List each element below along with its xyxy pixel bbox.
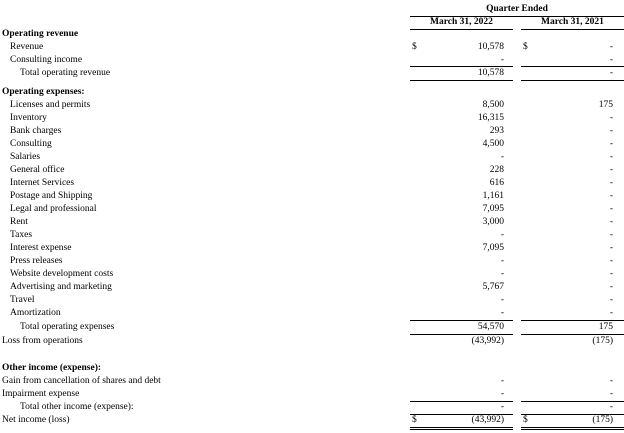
subtotal-rule (521, 320, 624, 321)
row-label: Revenue (10, 42, 44, 52)
row-label: Travel (10, 295, 35, 305)
subtotal-rule (410, 320, 513, 321)
value-2022: - (500, 230, 504, 240)
value-2021: - (609, 217, 613, 227)
subtotal-rule (521, 66, 624, 67)
row-label: Internet Services (10, 178, 75, 188)
row-label: Taxes (10, 230, 33, 240)
row-label: Total other income (expense): (20, 402, 134, 412)
row-label: Postage and Shipping (10, 191, 93, 201)
value-2021: - (609, 204, 613, 214)
value-2022: 7,095 (482, 243, 504, 253)
value-2022: (43,992) (471, 336, 504, 346)
double-rule (410, 429, 513, 430)
value-2021: - (609, 243, 613, 253)
row-label: Interest expense (10, 243, 72, 253)
row-label: Impairment expense (2, 389, 80, 399)
row-label: Licenses and permits (10, 100, 91, 110)
row-label: Bank charges (10, 126, 62, 136)
value-2022: 5,767 (482, 282, 504, 292)
column-rule-2022 (410, 29, 513, 30)
row-label: Consulting (10, 139, 52, 149)
dollar-sign: $ (523, 42, 528, 52)
value-2022: - (500, 152, 504, 162)
value-2022: - (500, 389, 504, 399)
column-header-2022: March 31, 2022 (430, 17, 493, 27)
subtotal-rule (521, 401, 624, 402)
column-rule-2021 (521, 29, 624, 30)
value-2021: - (609, 295, 613, 305)
value-2022: 1,161 (482, 191, 504, 201)
subtotal-rule (521, 80, 624, 81)
dollar-sign: $ (412, 415, 417, 425)
value-2021: (175) (592, 336, 613, 346)
value-2022: - (500, 376, 504, 386)
value-2022: 16,315 (477, 113, 504, 123)
value-2022: - (500, 308, 504, 318)
value-2021: - (609, 230, 613, 240)
value-2021: (175) (592, 415, 613, 425)
row-label: Loss from operations (2, 336, 83, 346)
value-2022: 10,578 (477, 42, 504, 52)
double-rule (410, 427, 513, 428)
row-label: Inventory (10, 113, 47, 123)
value-2021: - (609, 376, 613, 386)
value-2021: - (609, 389, 613, 399)
double-rule (521, 429, 624, 430)
value-2022: - (500, 256, 504, 266)
value-2021: - (609, 68, 613, 78)
row-label: Total operating expenses (20, 322, 115, 332)
value-2021: - (609, 165, 613, 175)
subtotal-rule (410, 66, 513, 67)
value-2021: - (609, 402, 613, 412)
value-2022: 3,000 (482, 217, 504, 227)
value-2021: 175 (598, 322, 613, 332)
period-header: Quarter Ended (486, 4, 548, 14)
value-2021: - (609, 126, 613, 136)
row-label: General office (10, 165, 65, 175)
value-2021: - (609, 139, 613, 149)
subtotal-rule (521, 334, 624, 335)
value-2022: 8,500 (482, 100, 504, 110)
subtotal-rule (410, 401, 513, 402)
value-2022: 293 (489, 126, 504, 136)
value-2022: - (500, 269, 504, 279)
row-label: Advertising and marketing (10, 282, 112, 292)
value-2021: - (609, 178, 613, 188)
row-label: Press releases (10, 256, 63, 266)
value-2022: 4,500 (482, 139, 504, 149)
value-2021: - (609, 256, 613, 266)
section-other-income: Other income (expense): (2, 363, 102, 373)
value-2022: - (500, 55, 504, 65)
value-2021: - (609, 191, 613, 201)
row-label: Total operating revenue (20, 68, 111, 78)
value-2021: - (609, 152, 613, 162)
value-2022: - (500, 402, 504, 412)
column-header-2021: March 31, 2021 (541, 17, 604, 27)
value-2021: - (609, 42, 613, 52)
section-operating-revenue: Operating revenue (2, 29, 79, 39)
value-2022: 10,578 (477, 68, 504, 78)
row-label: Website development costs (10, 269, 114, 279)
dollar-sign: $ (523, 415, 528, 425)
value-2021: 175 (598, 100, 613, 110)
row-label: Consulting income (10, 55, 83, 65)
row-label: Legal and professional (10, 204, 97, 214)
subtotal-rule (410, 80, 513, 81)
subtotal-rule (410, 334, 513, 335)
value-2022: 7,095 (482, 204, 504, 214)
value-2022: 54,570 (477, 322, 504, 332)
value-2022: - (500, 295, 504, 305)
value-2021: - (609, 282, 613, 292)
dollar-sign: $ (412, 42, 417, 52)
row-label: Salaries (10, 152, 41, 162)
value-2022: (43,992) (471, 415, 504, 425)
value-2022: 228 (489, 165, 504, 175)
value-2022: 616 (489, 178, 504, 188)
value-2021: - (609, 113, 613, 123)
value-2021: - (609, 269, 613, 279)
section-operating-expenses: Operating expenses: (2, 87, 85, 97)
value-2021: - (609, 55, 613, 65)
value-2021: - (609, 308, 613, 318)
double-rule (521, 427, 624, 428)
row-label: Net income (loss) (2, 415, 70, 425)
row-label: Amortization (10, 308, 61, 318)
row-label: Rent (10, 217, 28, 227)
row-label: Gain from cancellation of shares and debt (2, 376, 161, 386)
